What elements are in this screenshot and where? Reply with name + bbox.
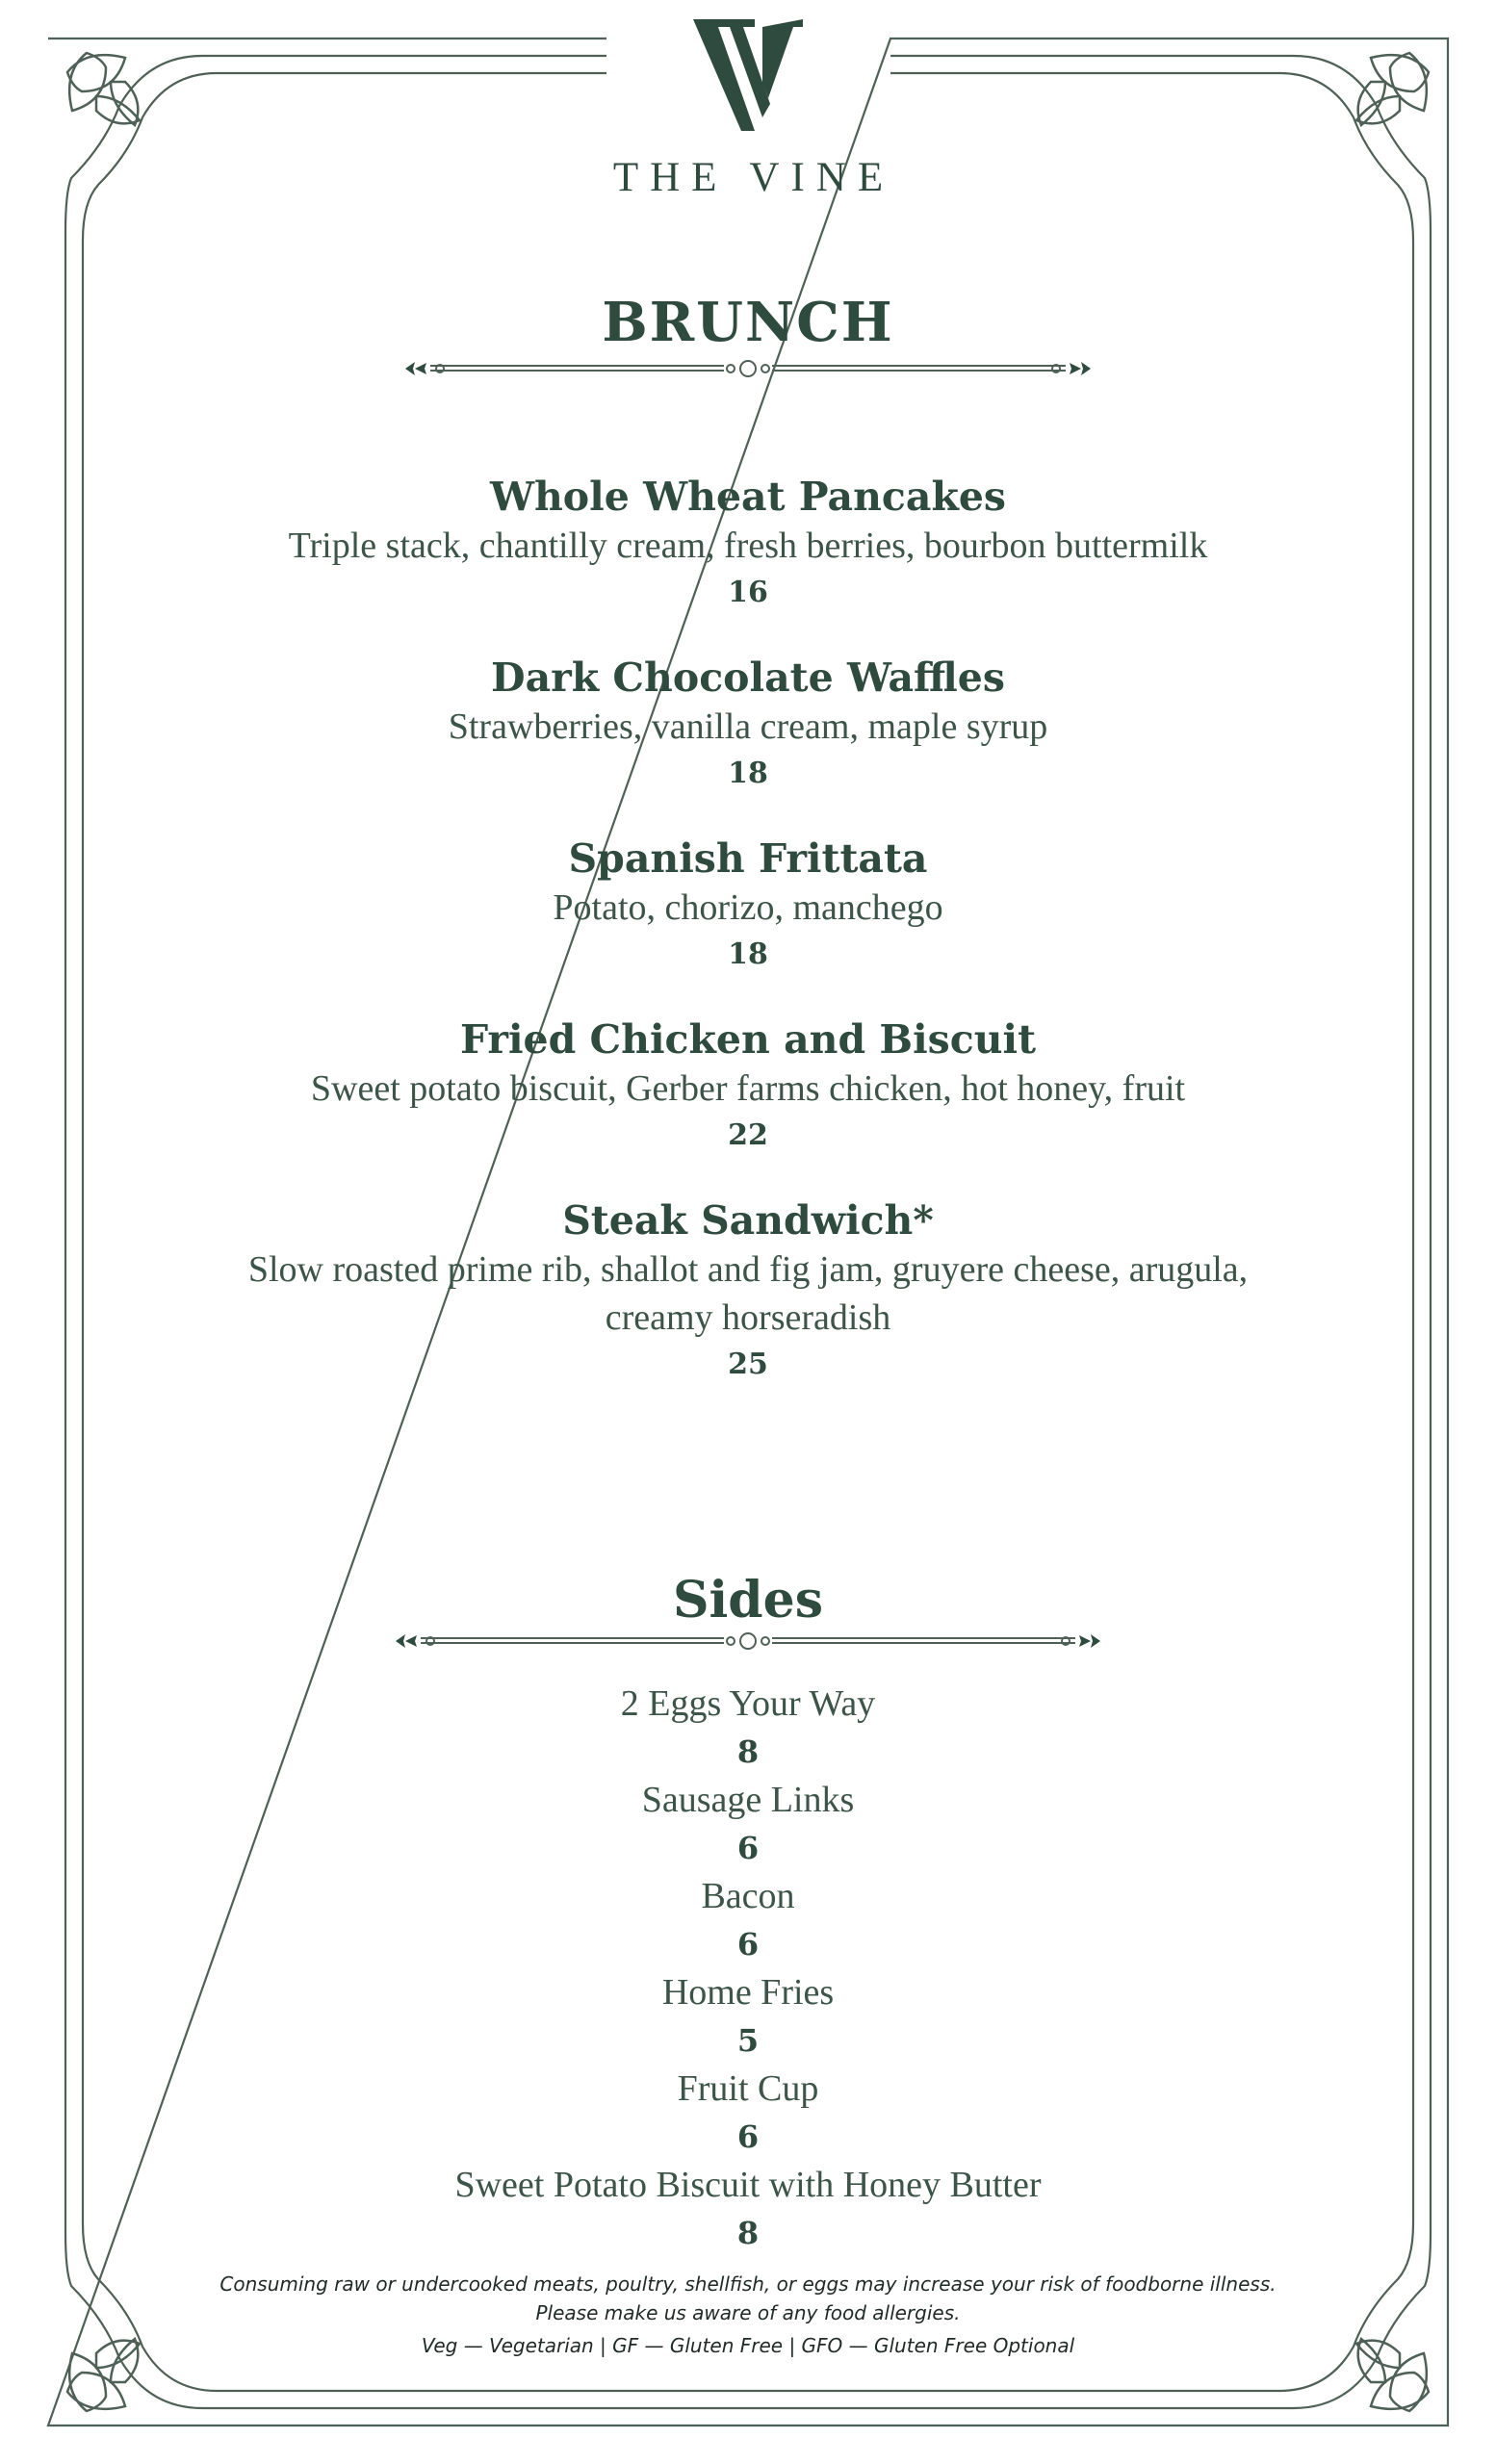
menu-item-price: 25: [728, 1348, 768, 1381]
brunch-divider: [0, 358, 1496, 379]
side-item-price: 5: [736, 2022, 760, 2059]
menu-item-price: 18: [728, 757, 768, 790]
vine-v-monogram-icon: [685, 17, 811, 142]
brunch-item-list: [0, 472, 1496, 1424]
side-item-name: Home Fries: [661, 1972, 835, 2013]
sides-heading: Sides: [672, 1571, 824, 1630]
side-item-price: 8: [736, 2215, 760, 2251]
menu-item: [0, 834, 1496, 978]
side-item-name: Sausage Links: [641, 1780, 855, 1820]
menu-item-name: Steak Sandwich*: [562, 1197, 934, 1244]
menu-item-name: Fried Chicken and Biscuit: [459, 1016, 1037, 1063]
menu-item: [0, 472, 1496, 616]
allergy-notice: Please make us aware of any food allergies.: [535, 2301, 961, 2324]
brand-logo: [0, 17, 1496, 201]
sides-item-list: [0, 1680, 1496, 2257]
brand-name: THE VINE: [612, 155, 895, 200]
menu-item-description: Sweet potato biscuit, Gerber farms chicken, hot honey, fruit: [310, 1068, 1186, 1109]
ornamental-divider-icon: [401, 358, 1095, 379]
side-item-price: 8: [736, 1733, 760, 1770]
menu-item-price: 16: [728, 576, 768, 609]
ornamental-divider-icon: [392, 1630, 1104, 1652]
side-item-price: 6: [736, 1926, 760, 1963]
side-item-name: Fruit Cup: [677, 2068, 819, 2109]
side-item-name: Sweet Potato Biscuit with Honey Butter: [454, 2165, 1042, 2205]
side-item-name: Bacon: [701, 1876, 795, 1916]
menu-item: [0, 1014, 1496, 1159]
menu-item: [0, 1195, 1496, 1388]
menu-item-description: Potato, chorizo, manchego: [553, 887, 943, 928]
side-item-name: 2 Eggs Your Way: [620, 1683, 876, 1724]
menu-item-name: Dark Chocolate Waffles: [491, 654, 1005, 701]
menu-item-price: 18: [728, 937, 768, 971]
menu-item: [0, 653, 1496, 797]
side-item-price: 6: [736, 2118, 760, 2155]
menu-item-name: Whole Wheat Pancakes: [489, 474, 1007, 520]
menu-item-description: Triple stack, chantilly cream, fresh berries, bourbon buttermilk: [288, 526, 1208, 566]
menu-item-name: Spanish Frittata: [568, 835, 928, 882]
menu-footer: [0, 2270, 1496, 2360]
sides-divider: [0, 1630, 1496, 1652]
brunch-heading: BRUNCH: [602, 291, 894, 354]
menu-item-price: 22: [728, 1118, 768, 1152]
dietary-legend: Veg — Vegetarian | GF — Gluten Free | GFO — Gluten Free Optional: [421, 2334, 1075, 2357]
side-item-price: 6: [736, 1830, 760, 1866]
menu-item-description: Slow roasted prime rib, shallot and fig jam, gruyere cheese, arugula, creamy horseradish: [247, 1249, 1249, 1338]
menu-item-description: Strawberries, vanilla cream, maple syrup: [448, 706, 1048, 747]
food-safety-warning: Consuming raw or undercooked meats, poultry, shellfish, or eggs may increase your risk of foodborne illness.: [219, 2272, 1277, 2296]
